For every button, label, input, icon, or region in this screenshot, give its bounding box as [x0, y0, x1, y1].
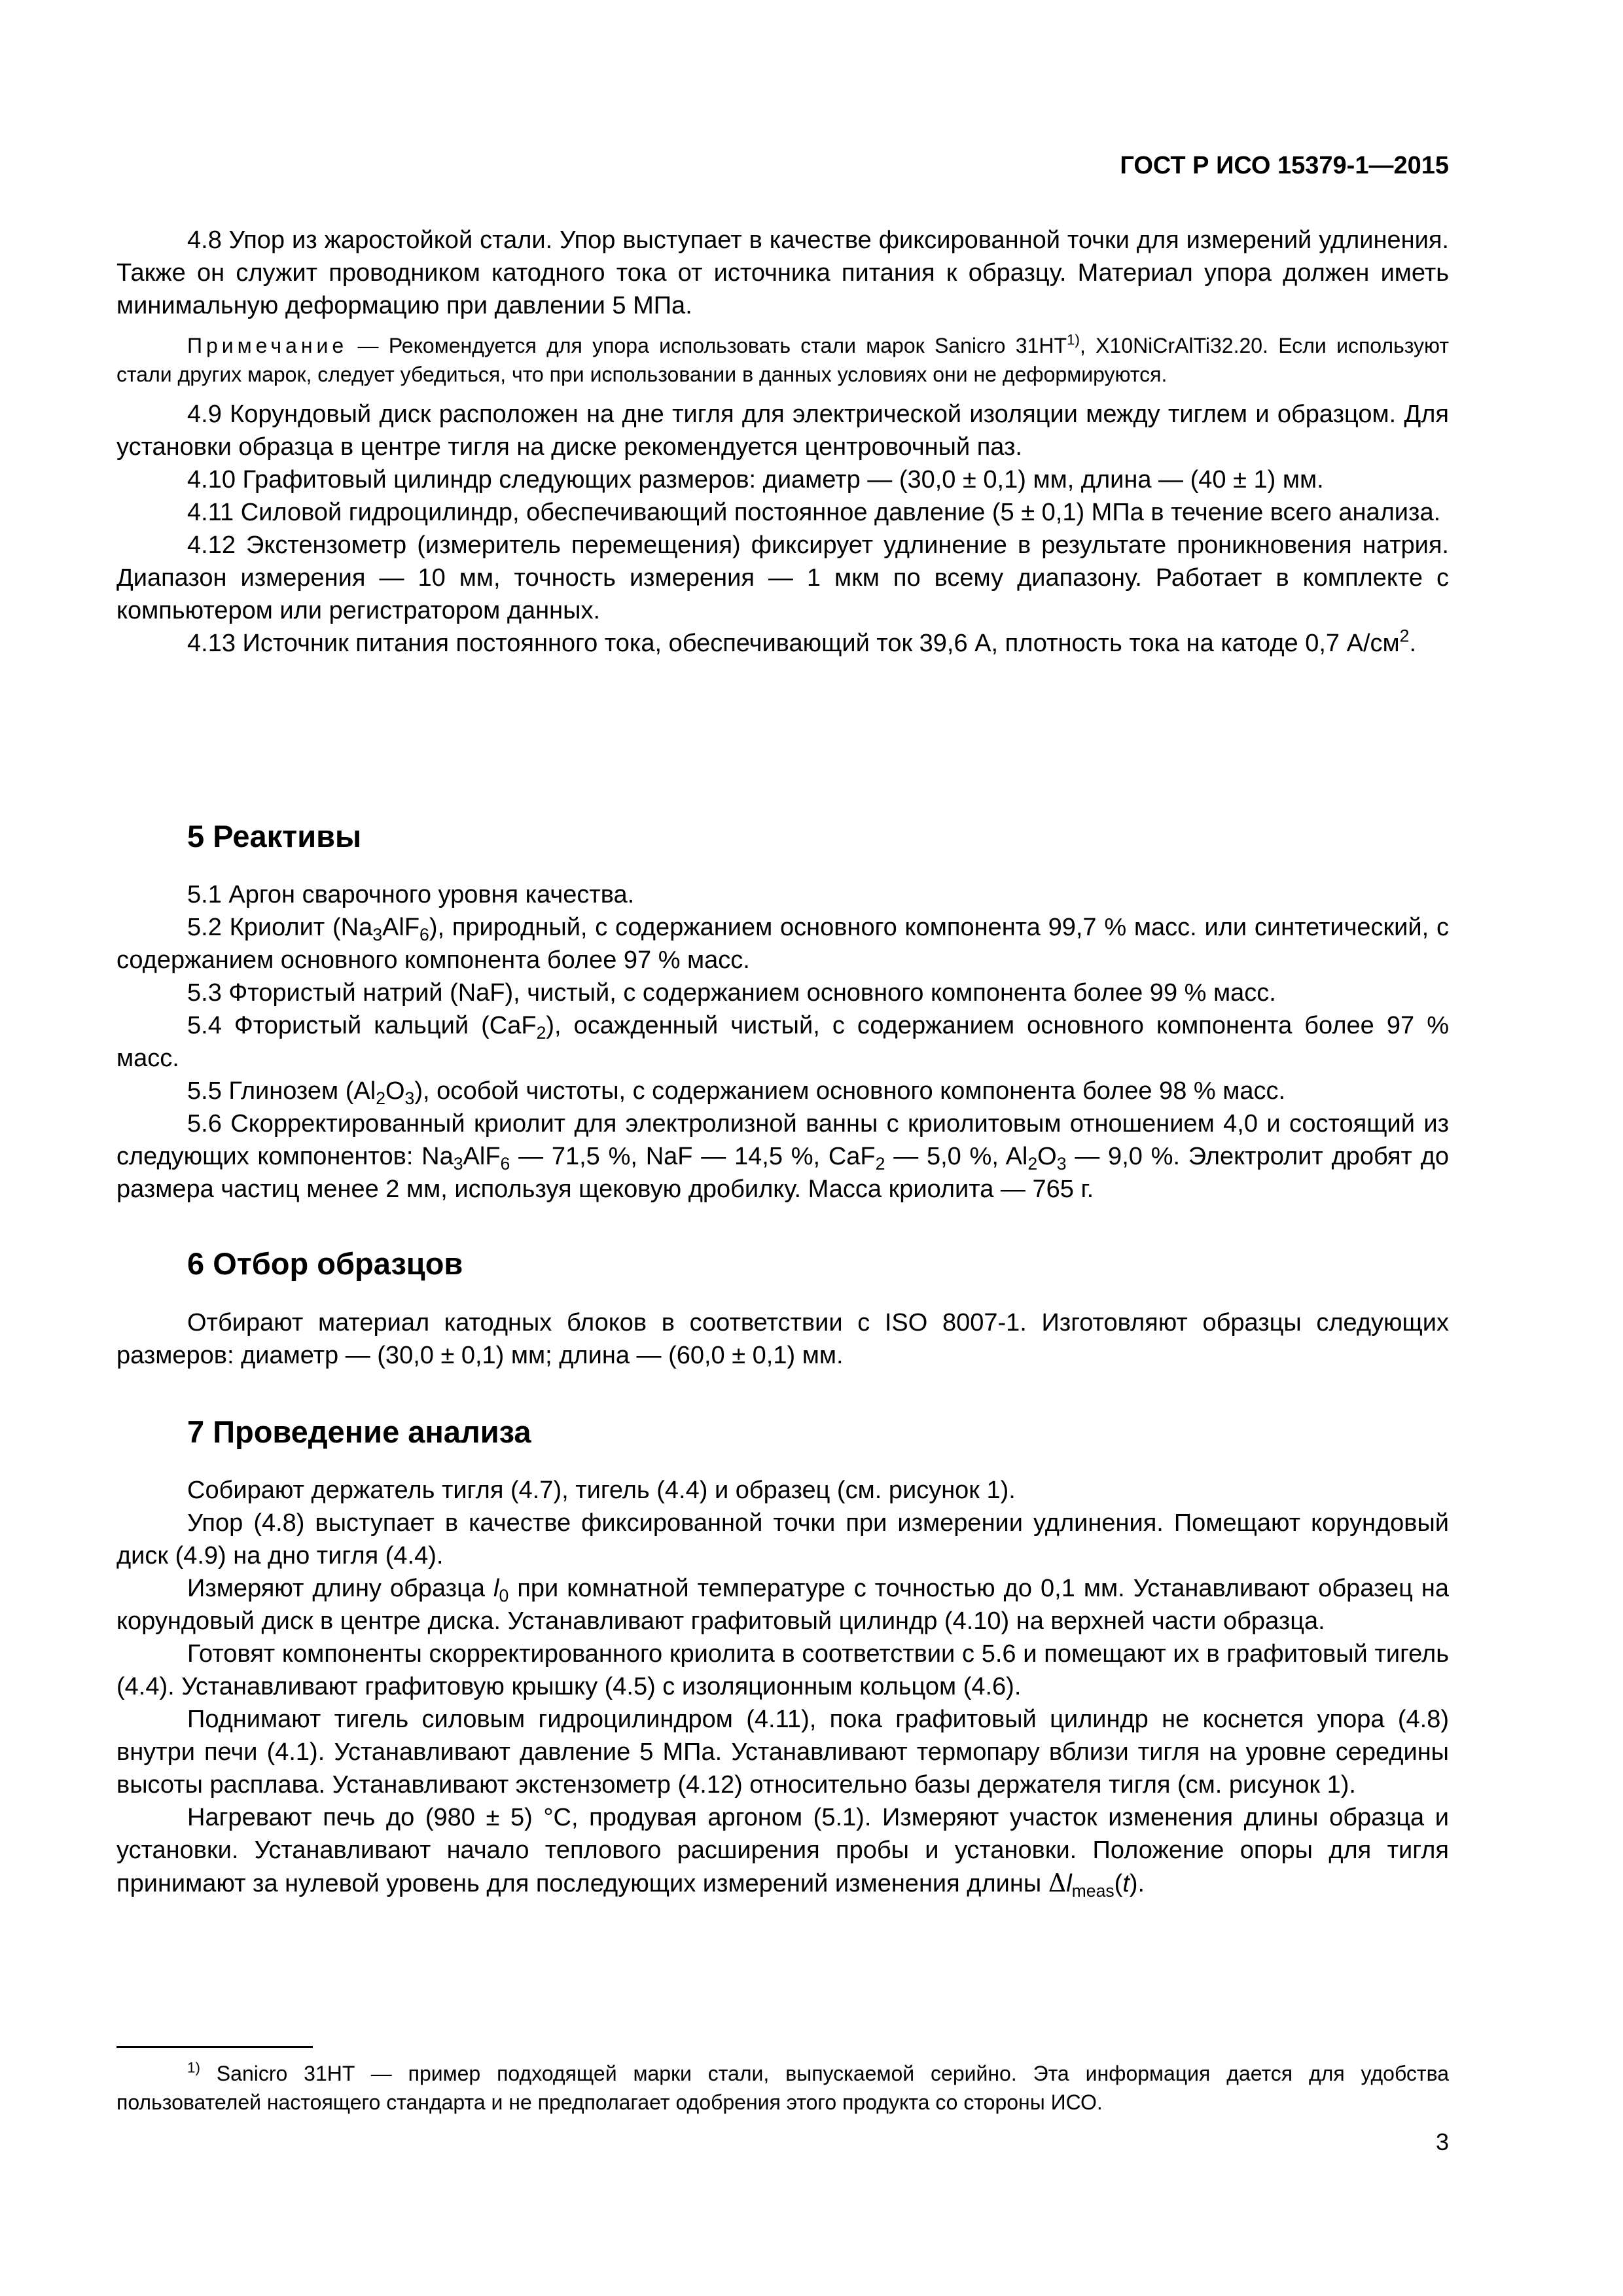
para-5-6: 5.6 Скорректированный криолит для электролизной ванны с криолитовым отношением 4,0 и состоящий из следующих компонентов: $Na_3AlF_6$ — 71,5 %, NaF — 14,5 %, CaF$_2$ — 5,0 %, $Al_2O_3$ — 9,0 %. Электролит дробят до размера частиц менее 2 мм, используя щековую дробилку. Масса криолита — 765 г.	[116, 1110, 1450, 1203]
para-5-2: 5.2 Криолит $(Na_3AlF_6)$, природный, с содержанием основного компонента 99,7 % масс. или синтетический, с содержанием основного компонента более 97 % масс.	[116, 914, 1449, 974]
para-7-3: Измеряют длину образца $l_0$ при комнатной температуре с точностью до 0,1 мм. Устанавливают образец на корундовый диск в центре диска. Устанавливают графитовый цилиндр (4.10) на верхней части образца.	[116, 1575, 1450, 1635]
para-5-1: 5.1 Аргон сварочного уровня качества.	[187, 881, 635, 908]
para-4-10: 4.10 Графитовый цилиндр следующих размеров: диаметр — (30,0 ± 0,1) мм, длина — (40 ± 1) мм.	[187, 466, 1324, 493]
section-7-block	[116, 1474, 1449, 1900]
para-4-8: 4.8 Упор из жаростойкой стали. Упор выступает в качестве фиксированной точки для измерений удлинения. Также он служит проводником катодного тока от источника питания к образцу. Материал упора должен иметь минимальную деформацию при давлении 5 МПа.	[116, 226, 1449, 319]
note-label: Примечание	[187, 334, 348, 357]
footnote-text: $^{1)}$ Sanicro 31HT — пример подходящей марки стали, выпускаемой серийно. Эта информация дается для удобства пользователей настоящего стандарта и не предполагает одобрения этого продукта со стороны ИСО.	[116, 2059, 1449, 2114]
para-7-4: Готовят компоненты скорректированного криолита в соответствии с 5.6 и помещают их в графитовый тигель (4.4). Устанавливают графитовую крышку (4.5) с изоляционным кольцом (4.6).	[116, 1640, 1449, 1700]
para-7-6: Нагревают печь до (980 ± 5) °C, продувая аргоном (5.1). Измеряют участок изменения длины образца и установки. Устанавливают начало теплового расширения пробы и установки. Положение опоры для тигля принимают за нулевой уровень для последующих измерений изменения длины $\Delta l_{meas}(t)$.	[116, 1804, 1449, 1901]
para-7-1: Собирают держатель тигля (4.7), тигель (4.4) и образец (см. рисунок 1).	[187, 1477, 1016, 1504]
para-5-5: 5.5 Глинозем $(Al_2O_3)$, особой чистоты, с содержанием основного компонента более 98 % масс.	[187, 1077, 1286, 1108]
para-4-9: 4.9 Корундовый диск расположен на дне тигля для электрической изоляции между тиглем и образцом. Для установки образца в центре тигля на диске рекомендуется центровочный паз.	[116, 401, 1449, 461]
para-4-13: 4.13 Источник питания постоянного тока, обеспечивающий ток 39,6 А, плотность тока на катоде 0,7 $А/см^2$.	[187, 626, 1416, 657]
section-4-block	[116, 224, 1449, 660]
footnote-marker: 1)	[187, 2059, 200, 2076]
section-6-block	[116, 1306, 1449, 1372]
para-4-11: 4.11 Силовой гидроцилиндр, обеспечивающий постоянное давление (5 ± 0,1) МПа в течение всего анализа.	[187, 499, 1441, 526]
footnote-ref: 1)	[1067, 331, 1080, 348]
section-7-heading: 7 Проведение анализа	[187, 1414, 531, 1449]
section-6-heading: 6 Отбор образцов	[187, 1246, 463, 1281]
para-5-3: 5.3 Фтористый натрий (NaF), чистый, с содержанием основного компонента более 99 % масс.	[187, 979, 1276, 1007]
page-number: 3	[1435, 2128, 1449, 2155]
para-4-12: 4.12 Экстензометр (измеритель перемещения) фиксирует удлинение в результате проникновения натрия. Диапазон измерения — 10 мм, точность измерения — 1 мкм по всему диапазону. Работает в комплекте с компьютером или регистратором данных.	[116, 531, 1449, 624]
section-5-block	[116, 878, 1449, 1206]
para-5-4: 5.4 Фтористый кальций (CaF$_2$), осажденный чистый, с содержанием основного компонента более 97 % масс.	[116, 1012, 1449, 1072]
footnote	[116, 2059, 1449, 2117]
section-5-heading: 5 Реактивы	[187, 819, 362, 853]
para-6-1: Отбирают материал катодных блоков в соответствии с ISO 8007-1. Изготовляют образцы следующих размеров: диаметр — (30,0 ± 0,1) мм; длина — (60,0 ± 0,1) мм.	[116, 1309, 1449, 1369]
para-7-2: Упор (4.8) выступает в качестве фиксированной точки при измерении удлинения. Помещают корундовый диск (4.9) на дно тигля (4.4).	[116, 1509, 1449, 1570]
standard-header: ГОСТ Р ИСО 15379-1—2015	[1120, 152, 1449, 179]
footnote-separator	[116, 2046, 313, 2048]
note: Примечание — Рекомендуется для упора использовать стали марок Sanicro 31HT$^{1)}$, X10NiCrAlTi32.20. Если используют стали других марок, следует убедиться, что при использовании в данных условиях они не деформируются.	[116, 331, 1450, 386]
para-7-5: Поднимают тигель силовым гидроцилиндром (4.11), пока графитовый цилиндр не коснется упора (4.8) внутри печи (4.1). Устанавливают давление 5 МПа. Устанавливают термопару вблизи тигля на уровне середины высоты расплава. Устанавливают экстензометр (4.12) относительно базы держателя тигля (см. рисунок 1).	[116, 1706, 1449, 1799]
